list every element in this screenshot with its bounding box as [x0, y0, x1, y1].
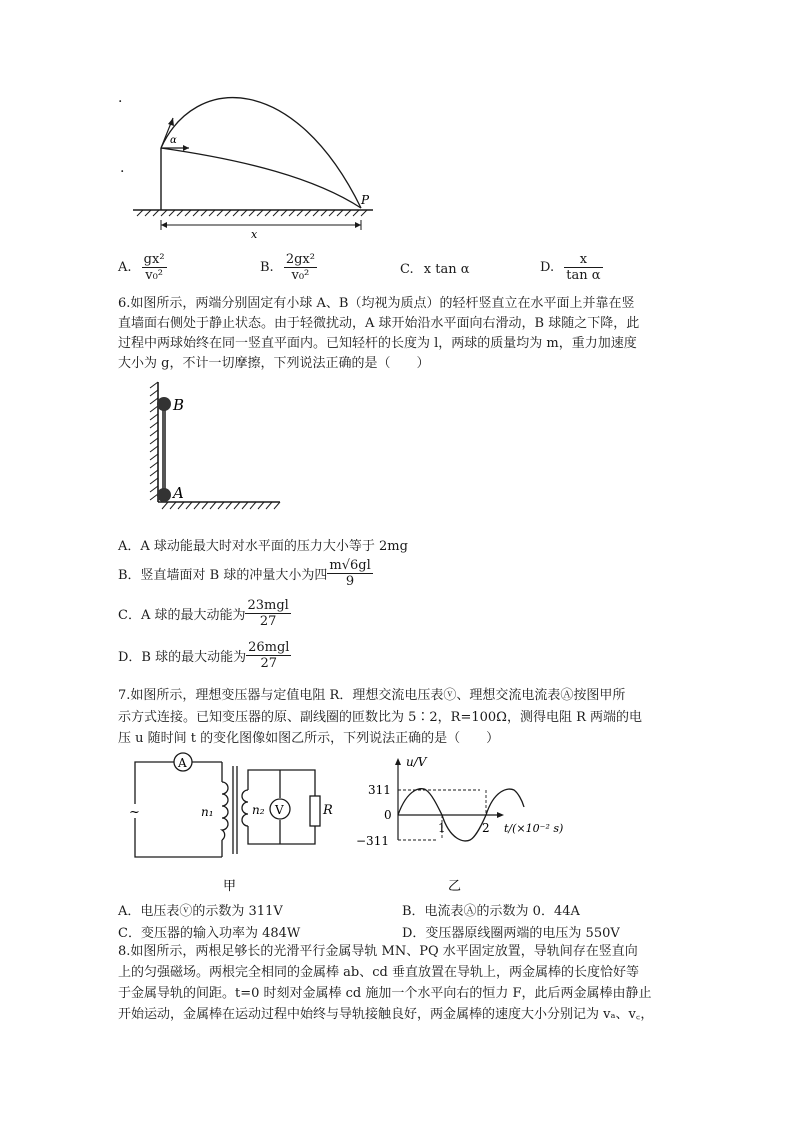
q7-option-d: D．变压器原线圈两端的电压为 550V: [402, 926, 620, 941]
x-tick-1: 1: [438, 821, 446, 835]
y-axis-label: u/V: [406, 755, 427, 769]
ball-a: [157, 488, 171, 502]
n1-label: n₁: [201, 805, 214, 819]
ball-b: [157, 397, 171, 411]
q6-option-d: D．B 球的最大动能为 $\frac{\text{26mgl}}{27}$: [118, 640, 290, 671]
circuit-caption: 甲: [223, 879, 237, 894]
q5-projectile-figure: [125, 88, 385, 248]
q6-stem-line-4: 大小为 g，不计一切摩擦，下列说法正确的是（ ）: [118, 356, 430, 371]
q8-stem-line-1: 8.如图所示，两根足够长的光滑平行金属导轨 MN、PQ 水平固定放置，导轨间存在竖直向: [118, 944, 638, 959]
q7-voltage-graph: [350, 752, 610, 897]
q6-stem-line-2: 直墙面右侧处于静止状态。由于轻微扰动，A 球开始沿水平面向右滑动，B 球随之下降，此: [118, 316, 640, 331]
q7-option-b: B．电流表Ⓐ的示数为 0．44A: [402, 904, 580, 919]
q5-option-c: C. x tan α: [400, 262, 470, 277]
q6-option-a: A．A 球动能最大时对水平面的压力大小等于 2mg: [118, 539, 408, 554]
ac-source-symbol: ~: [129, 805, 140, 820]
ammeter-label: A: [178, 756, 187, 770]
y-tick-311: 311: [368, 783, 391, 797]
q8-stem-line-3: 于金属导轨的间距。t=0 时刻对金属棒 cd 施加一个水平向右的恒力 F，此后两金属棒由静止: [118, 986, 652, 1001]
q7-stem-line-2: 示方式连接。已知变压器的原、副线圈的匝数比为 5∶2，R=100Ω，测得电阻 R 两端的电: [118, 710, 642, 725]
x-tick-2: 2: [482, 821, 490, 835]
q6-rod-figure: [140, 378, 290, 518]
q7-option-c: C．变压器的输入功率为 484W: [118, 926, 301, 941]
q5-option-b: B. $\frac{\text{2gx²}}{\text{v₀²}}$: [260, 252, 315, 283]
q7-option-a: A．电压表ⓥ的示数为 311V: [118, 904, 283, 919]
point-p-label: P: [361, 193, 370, 207]
ball-b-label: B: [173, 396, 185, 414]
y-tick-0: 0: [384, 808, 392, 822]
alpha-label: α: [170, 135, 177, 146]
q6-option-c: C．A 球的最大动能为 $\frac{\text{23mgl}}{27}$: [118, 598, 289, 629]
n2-label: n₂: [252, 803, 265, 817]
q7-stem-line-3: 压 u 随时间 t 的变化图像如图乙所示，下列说法正确的是（ ）: [118, 731, 500, 746]
x-axis-label: t/(×10⁻² s): [504, 822, 564, 835]
q8-stem-line-2: 上的匀强磁场。两根完全相同的金属棒 ab、cd 垂直放置在导轨上，两金属棒的长度恰好等: [118, 965, 639, 980]
resistor-label: R: [323, 803, 333, 818]
distance-x-label: x: [251, 228, 258, 241]
voltmeter-label: V: [275, 803, 284, 817]
q5-option-a: A. $\frac{\text{gx²}}{\text{v₀²}}$: [118, 252, 165, 283]
q7-stem-line-1: 7.如图所示，理想变压器与定值电阻 R．理想交流电压表ⓥ、理想交流电流表Ⓐ按图甲所: [118, 688, 626, 703]
q6-stem-line-1: 6.如图所示，两端分别固定有小球 A、B（均视为质点）的轻杆竖直立在水平面上并靠在竖: [118, 296, 635, 311]
graph-caption: 乙: [448, 879, 462, 894]
y-tick-neg-311: −311: [356, 834, 389, 848]
q5-option-d: D. $\frac{x}{\text{tan α}}$: [540, 252, 601, 283]
q5-marker-2: .: [120, 160, 125, 176]
q6-option-b: B．竖直墙面对 B 球的冲量大小为四 $\frac{m√6gl}{9}$: [118, 558, 371, 589]
q7-circuit-diagram: [125, 752, 340, 897]
q8-stem-line-4: 开始运动，金属棒在运动过程中始终与导轨接触良好，两金属棒的速度大小分别记为 vₐ、v꜀，: [118, 1007, 654, 1022]
ball-a-label: A: [173, 484, 184, 502]
q5-marker-1: ·: [118, 94, 123, 110]
q6-stem-line-3: 过程中两球始终在同一竖直平面内。已知轻杆的长度为 l，两球的质量均为 m，重力加速度: [118, 336, 637, 351]
